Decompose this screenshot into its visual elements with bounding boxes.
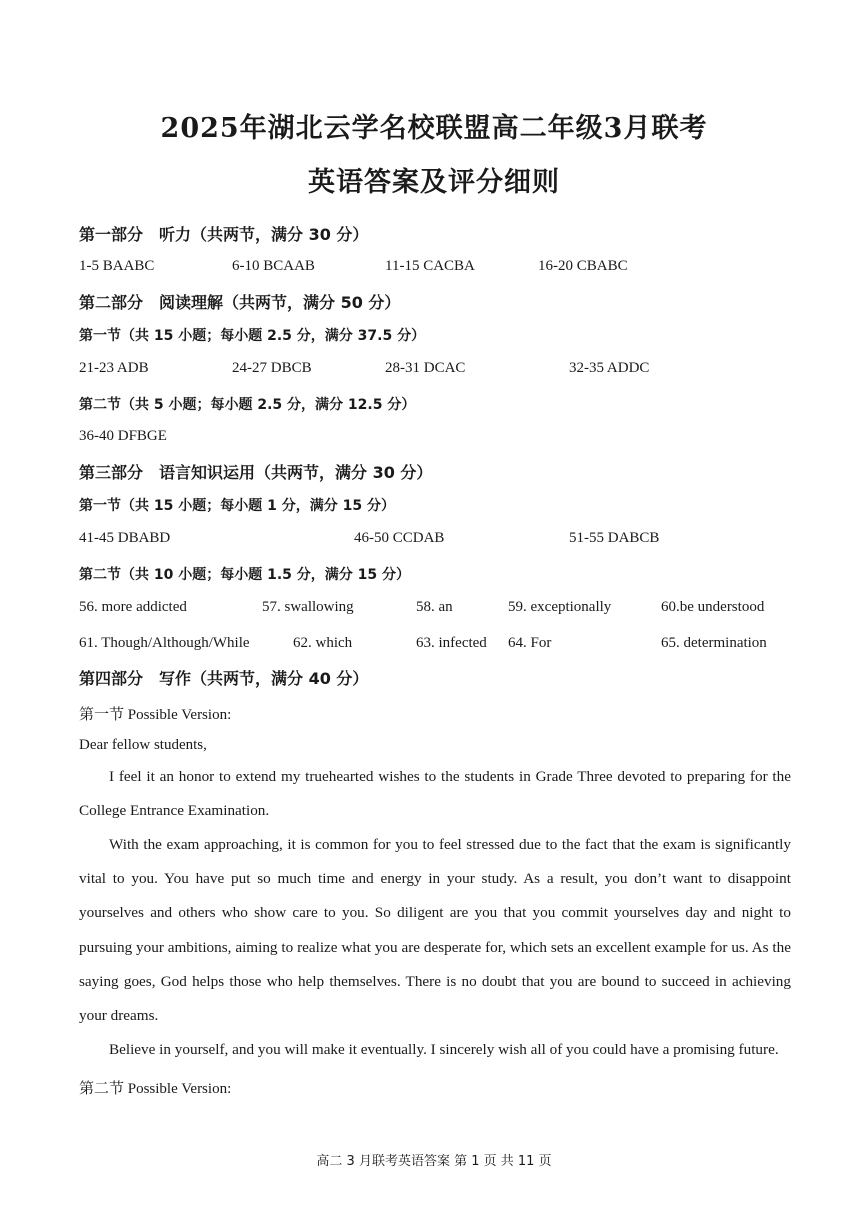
part2-heading: 第二部分 阅读理解（共两节，满分 50 分） — [79, 293, 401, 312]
letter-paragraph: With the exam approaching, it is common for you to feel stressed due to the fact that the exam is significantly vital to you. You have put so much time and energy in your study. As a result, you don’t want to disappoint yourselves and others who show care to you. So diligent are you that you commit yourselves day and night to pursuing your ambitions, aiming to realize what you are desperate for, which sets an excellent example for us. As the saying goes, God helps those who help themselves. There is no doubt that you are bound to succeed in achieving your dreams. — [79, 836, 791, 1025]
fill-answer: 64. For — [508, 635, 552, 651]
answer-group: 6-10 BCAAB — [232, 258, 315, 274]
part4-section2-label: 第二节 Possible Version: — [79, 1081, 232, 1097]
answer-group: 1-5 BAABC — [79, 258, 155, 274]
part3-section2-heading: 第二节（共 10 小题；每小题 1.5 分，满分 15 分） — [79, 567, 411, 583]
part3-section1-heading: 第一节（共 15 小题；每小题 1 分，满分 15 分） — [79, 498, 395, 514]
document-subtitle: 英语答案及评分细则 — [308, 167, 560, 198]
part4-section1-label: 第一节 Possible Version: — [79, 707, 232, 723]
fill-answer: 60.be understood — [661, 599, 765, 615]
answer-group: 41-45 DBABD — [79, 530, 171, 546]
answer-group: 21-23 ADB — [79, 360, 149, 376]
answer-group: 11-15 CACBA — [385, 258, 475, 274]
fill-answer: 65. determination — [661, 635, 767, 651]
answer-group: 51-55 DABCB — [569, 530, 660, 546]
answer-group: 28-31 DCAC — [385, 360, 466, 376]
fill-answer: 63. infected — [416, 635, 487, 651]
letter-paragraph: Believe in yourself, and you will make it eventually. I sincerely wish all of you could have a promising future. — [109, 1041, 779, 1058]
answer-group: 24-27 DBCB — [232, 360, 312, 376]
answer-group: 16-20 CBABC — [538, 258, 628, 274]
fill-answer: 57. swallowing — [262, 599, 354, 615]
letter-paragraph: I feel it an honor to extend my truehearted wishes to the students in Grade Three devoted to preparing for the College Entrance Examination. — [79, 768, 791, 820]
page-footer: 高二 3 月联考英语答案 第 1 页 共 11 页 — [316, 1154, 552, 1169]
part2-section1-heading: 第一节（共 15 小题；每小题 2.5 分，满分 37.5 分） — [79, 328, 426, 344]
answer-group: 32-35 ADDC — [569, 360, 650, 376]
fill-answer: 59. exceptionally — [508, 599, 612, 615]
answer-group: 36-40 DFBGE — [79, 428, 167, 444]
part3-heading: 第三部分 语言知识运用（共两节，满分 30 分） — [79, 463, 433, 482]
fill-answer: 61. Though/Although/While — [79, 635, 250, 651]
document-title: 2025年湖北云学名校联盟高二年级3月联考 — [160, 113, 708, 144]
part4-heading: 第四部分 写作（共两节，满分 40 分） — [79, 669, 369, 688]
answer-group: 46-50 CCDAB — [354, 530, 445, 546]
fill-answer: 62. which — [293, 635, 353, 651]
part2-section2-heading: 第二节（共 5 小题；每小题 2.5 分，满分 12.5 分） — [79, 397, 416, 413]
fill-answer: 56. more addicted — [79, 599, 187, 615]
part1-heading: 第一部分 听力（共两节，满分 30 分） — [79, 225, 369, 244]
letter-greeting: Dear fellow students, — [79, 737, 207, 753]
fill-answer: 58. an — [416, 599, 453, 615]
